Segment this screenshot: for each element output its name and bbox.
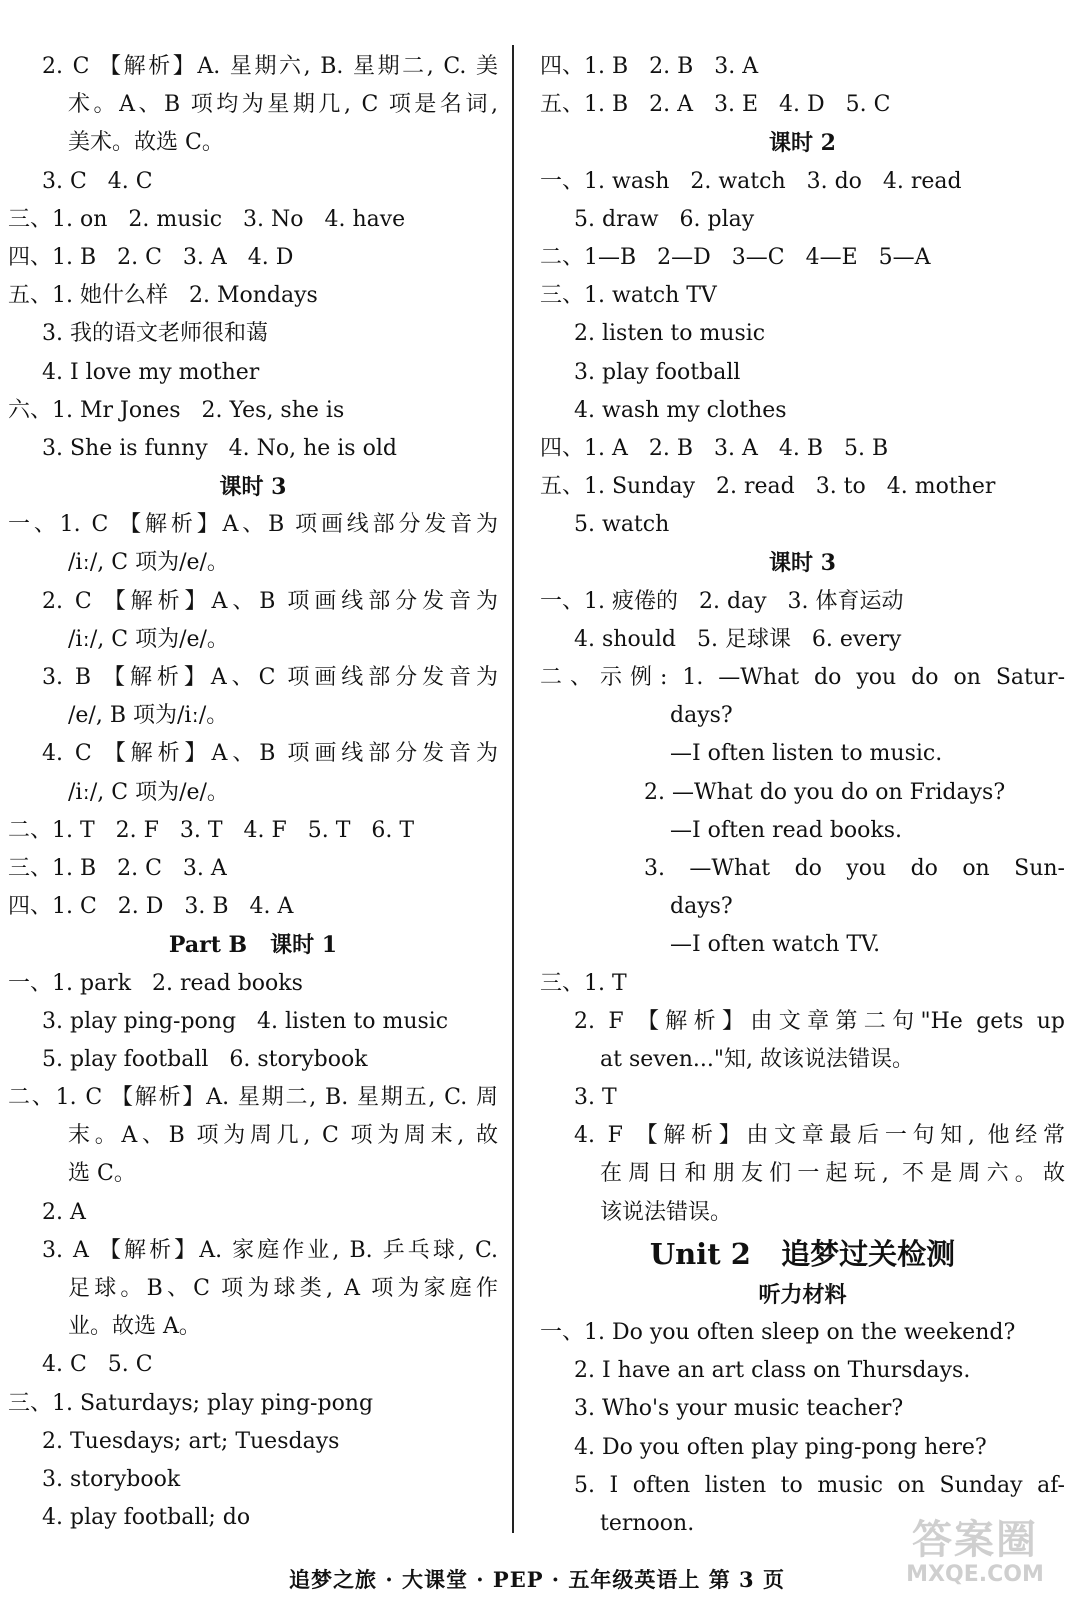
answer-line: 2. A <box>42 1199 86 1225</box>
answer-line: 一、1. Do you often sleep on the weekend? <box>540 1320 1016 1345</box>
watermark-logo <box>890 1518 1060 1594</box>
answer-line: 二、1. T 2. F 3. T 4. F 5. T 6. T <box>8 817 415 843</box>
answer-line: 3. play football <box>574 359 741 385</box>
answer-line: —I often watch TV. <box>670 932 881 958</box>
answer-line: —I often listen to music. <box>670 741 943 767</box>
answer-line: 三、1. watch TV <box>540 283 717 309</box>
answer-line: /iː/, C 项为/e/。 <box>68 626 229 652</box>
answer-line: 五、1. B 2. A 3. E 4. D 5. C <box>540 92 891 118</box>
answer-line: 3. A 【解析】A. 家庭作业, B. 乒乓球, C. <box>42 1237 498 1263</box>
answer-line: 五、1. 她什么样 2. Mondays <box>8 283 318 309</box>
answer-line: /e/, B 项为/iː/。 <box>68 703 229 729</box>
answer-line: 3. storybook <box>42 1466 181 1492</box>
answer-line: 二、1. C 【解析】A. 星期二, B. 星期五, C. 周 <box>8 1085 498 1111</box>
answer-line: 一、1. park 2. read books <box>8 970 303 996</box>
answer-line: 2. listen to music <box>574 321 766 347</box>
section-heading: Part B 课时 1 <box>168 932 338 959</box>
answer-line: 四、1. C 2. D 3. B 4. A <box>8 894 294 920</box>
answer-line: ternoon. <box>600 1510 695 1536</box>
right-column <box>540 48 1065 1543</box>
answer-line: 2. C 【解析】A、B 项画线部分发音为 <box>42 588 498 614</box>
answer-line: 2. I have an art class on Thursdays. <box>574 1358 971 1384</box>
answer-line: 三、1. on 2. music 3. No 4. have <box>8 206 406 232</box>
answer-line: 4. C 5. C <box>42 1352 153 1378</box>
answer-line: 二、示例: 1. —What do you do on Satur- <box>540 665 1065 690</box>
answer-line: /iː/, C 项为/e/。 <box>68 550 229 576</box>
answer-line: 四、1. B 2. C 3. A 4. D <box>8 244 294 270</box>
section-heading: Unit 2 追梦过关检测 <box>649 1236 956 1271</box>
answer-line: 3. She is funny 4. No, he is old <box>42 435 397 461</box>
answer-line: 六、1. Mr Jones 2. Yes, she is <box>8 397 345 423</box>
answer-line: 3. 我的语文老师很和蔼 <box>42 321 268 347</box>
answer-line: 三、1. T <box>540 970 627 996</box>
answer-line: 4. should 5. 足球课 6. every <box>574 626 902 652</box>
answer-line: 3. B 【解析】A、C 项画线部分发音为 <box>42 665 498 690</box>
answer-line: days? <box>670 894 733 920</box>
answer-line: 3. —What do you do on Sun- <box>644 855 1065 881</box>
answer-line: 3. Who's your music teacher? <box>574 1396 904 1422</box>
answer-line: 该说法错误。 <box>600 1199 733 1225</box>
answer-line: 3. T <box>574 1085 617 1111</box>
answer-line: 四、1. B 2. B 3. A <box>540 54 759 79</box>
answer-line: 2. C 【解析】A. 星期六, B. 星期二, C. 美 <box>42 54 498 79</box>
watermark-url: MXQE.COM <box>906 1562 1044 1587</box>
answer-line: 足球。B、C 项为球类, A 项为家庭作 <box>68 1276 498 1301</box>
answer-line: 四、1. A 2. B 3. A 4. B 5. B <box>540 435 889 461</box>
answer-line: 五、1. Sunday 2. read 3. to 4. mother <box>540 474 996 500</box>
answer-line: 三、1. Saturdays; play ping-pong <box>8 1390 374 1416</box>
answer-line: —I often read books. <box>670 817 903 843</box>
answer-line: 二、1—B 2—D 3—C 4—E 5—A <box>540 244 931 270</box>
answer-line: 5. play football 6. storybook <box>42 1046 368 1072</box>
answer-line: 一、1. C 【解析】A、B 项画线部分发音为 <box>8 512 498 538</box>
answer-line: 4. F 【解析】由文章最后一句知, 他经常 <box>574 1123 1065 1149</box>
answer-line: 3. C 4. C <box>42 168 153 194</box>
section-heading: 课时 3 <box>219 474 287 501</box>
left-column <box>8 48 498 1537</box>
answer-line: 术。A、B 项均为星期几, C 项是名词, <box>68 92 498 118</box>
watermark-text: 答案圈 <box>912 1517 1038 1563</box>
answer-line: 选 C。 <box>68 1161 136 1187</box>
answer-line: 2. Tuesdays; art; Tuesdays <box>42 1428 340 1454</box>
column-divider <box>512 45 514 1533</box>
section-heading: 听力材料 <box>758 1281 847 1308</box>
answer-line: 一、1. wash 2. watch 3. do 4. read <box>540 168 962 194</box>
answer-line: 4. Do you often play ping-pong here? <box>574 1434 987 1460</box>
answer-line: 4. play football; do <box>42 1505 251 1531</box>
answer-line: 4. I love my mother <box>42 359 260 385</box>
answer-line: 美术。故选 C。 <box>68 130 224 156</box>
page-footer: 追梦之旅 · 大课堂 · PEP · 五年级英语上 第 3 页 <box>289 1567 785 1592</box>
answer-line: 5. draw 6. play <box>574 206 755 232</box>
answer-line: 在周日和朋友们一起玩, 不是周六。故 <box>600 1161 1065 1187</box>
answer-line: 3. play ping-pong 4. listen to music <box>42 1008 449 1034</box>
answer-line: 末。A、B 项为周几, C 项为周末, 故 <box>68 1123 498 1149</box>
answer-line: 4. wash my clothes <box>574 397 787 423</box>
answer-line: 2. —What do you do on Fridays? <box>644 779 1006 805</box>
answer-line: at seven..."知, 故该说法错误。 <box>600 1046 914 1072</box>
section-heading: 课时 3 <box>769 550 836 577</box>
answer-line: 5. I often listen to music on Sunday af- <box>574 1472 1065 1498</box>
answer-line: 2. F 【解析】由文章第二句"He gets up <box>574 1008 1065 1034</box>
answer-line: /iː/, C 项为/e/。 <box>68 779 229 805</box>
answer-line: 三、1. B 2. C 3. A <box>8 855 227 881</box>
answer-line: 业。故选 A。 <box>68 1314 201 1340</box>
answer-line: 4. C 【解析】A、B 项画线部分发音为 <box>42 741 498 767</box>
answer-line: 一、1. 疲倦的 2. day 3. 体育运动 <box>540 588 904 614</box>
section-heading: 课时 2 <box>769 130 836 157</box>
answer-line: 5. watch <box>574 512 670 538</box>
answer-line: days? <box>670 703 733 729</box>
